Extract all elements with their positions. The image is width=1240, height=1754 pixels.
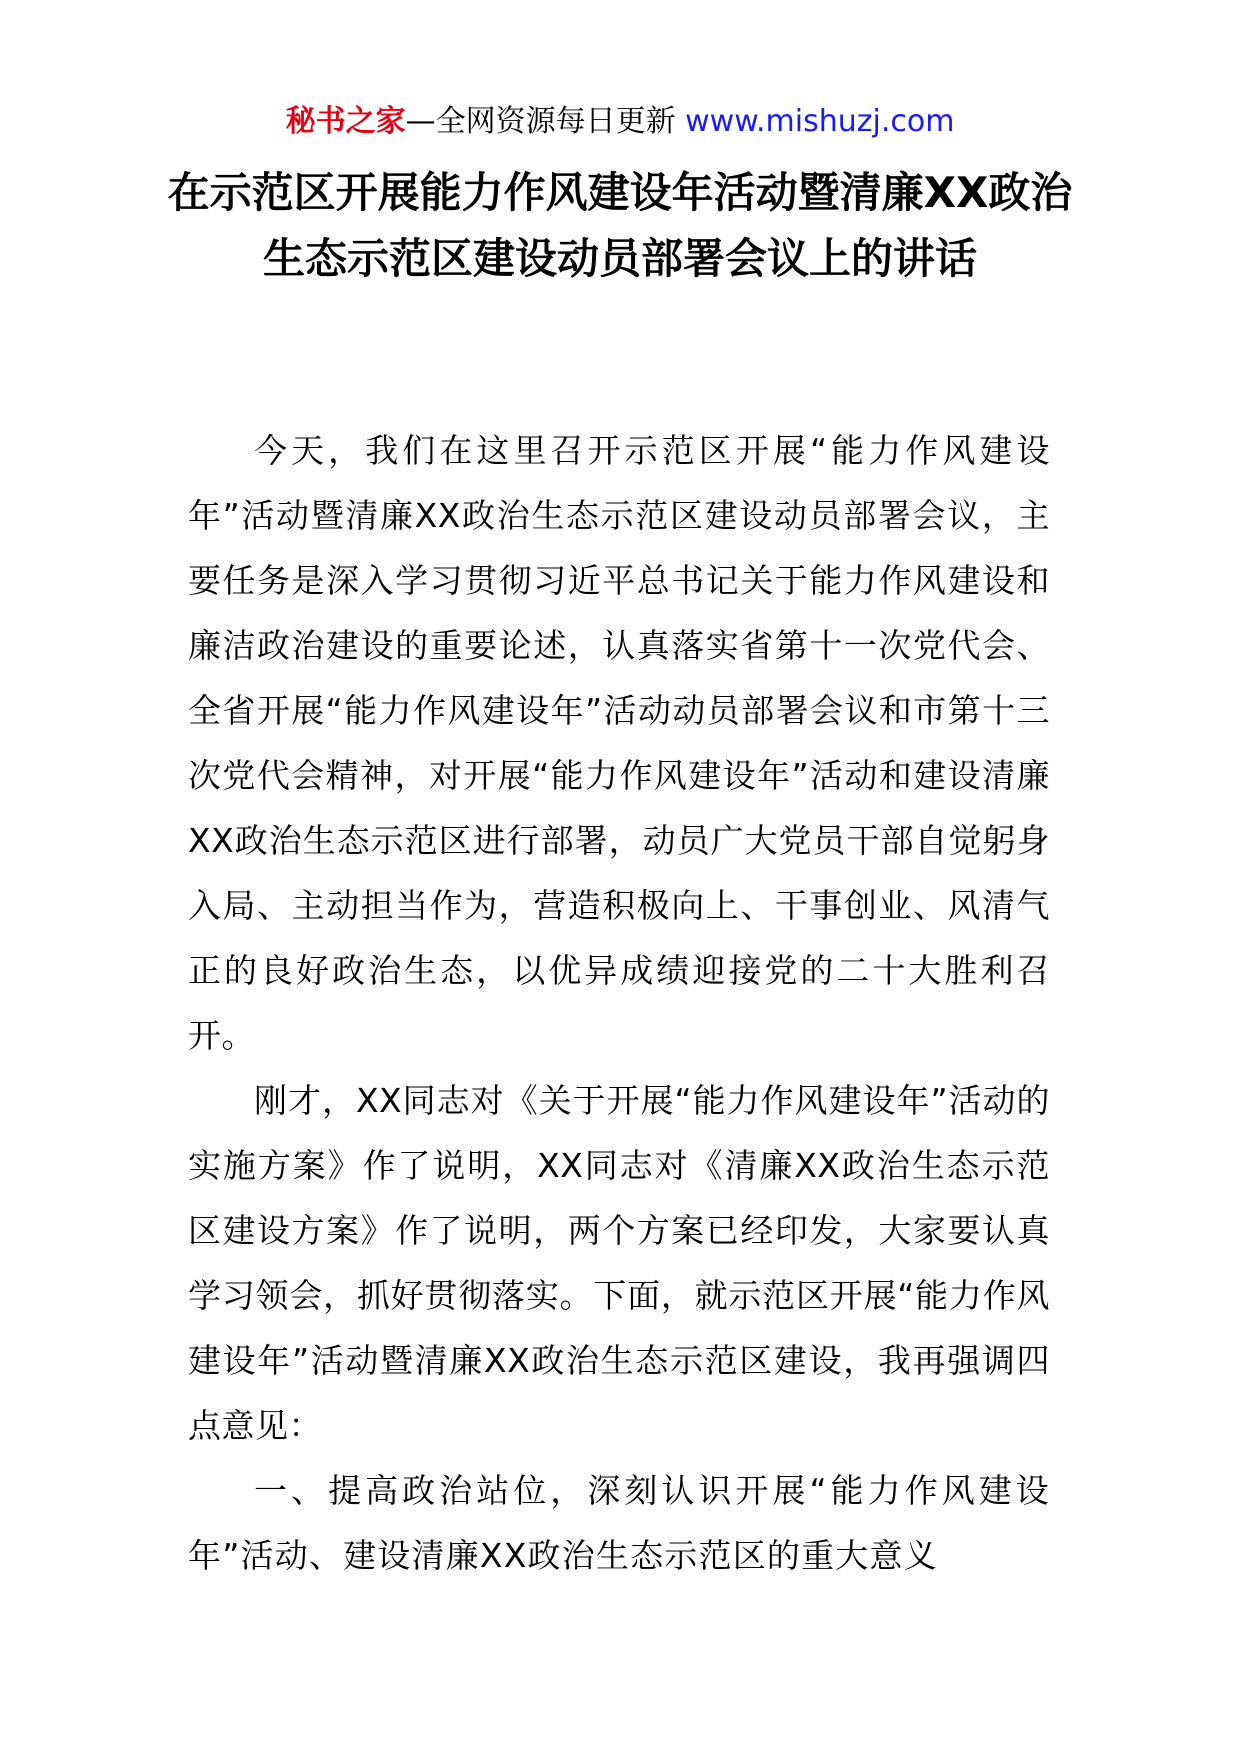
brand-name: 秘书之家 bbox=[285, 104, 406, 139]
document-body bbox=[188, 418, 1050, 1588]
section-heading-1: 一、提高政治站位，深刻认识开展“能力作风建设年”活动、建设清廉XX政治生态示范区的重大意义 bbox=[188, 1471, 1050, 1575]
header-slogan: —全网资源每日更新 bbox=[405, 104, 676, 139]
document-title: 在示范区开展能力作风建设年活动暨清廉XX政治生态示范区建设动员部署会议上的讲话 bbox=[167, 168, 1073, 283]
site-url-link[interactable]: www.mishuzj.com bbox=[685, 104, 955, 139]
paragraph-2: 刚才，XX同志对《关于开展“能力作风建设年”活动的实施方案》作了说明，XX同志对《清廉XX政治生态示范区建设方案》作了说明，两个方案已经印发，大家要认真学习领会，抓好贯彻落实。下面，就示范区开展“能力作风建设年”活动暨清廉XX政治生态示范区建设，我再强调四点意见： bbox=[188, 1081, 1050, 1445]
site-header bbox=[0, 100, 1240, 144]
paragraph-1: 今天，我们在这里召开示范区开展“能力作风建设年”活动暨清廉XX政治生态示范区建设动员部署会议，主要任务是深入学习贯彻习近平总书记关于能力作风建设和廉洁政治建设的重要论述，认真落实省第十一次党代会、全省开展“能力作风建设年”活动动员部署会议和市第十三次党代会精神，对开展“能力作风建设年”活动和建设清廉XX政治生态示范区进行部署，动员广大党员干部自觉躬身入局、主动担当作为，营造积极向上、干事创业、风清气正的良好政治生态，以优异成绩迎接党的二十大胜利召开。 bbox=[188, 431, 1050, 1055]
